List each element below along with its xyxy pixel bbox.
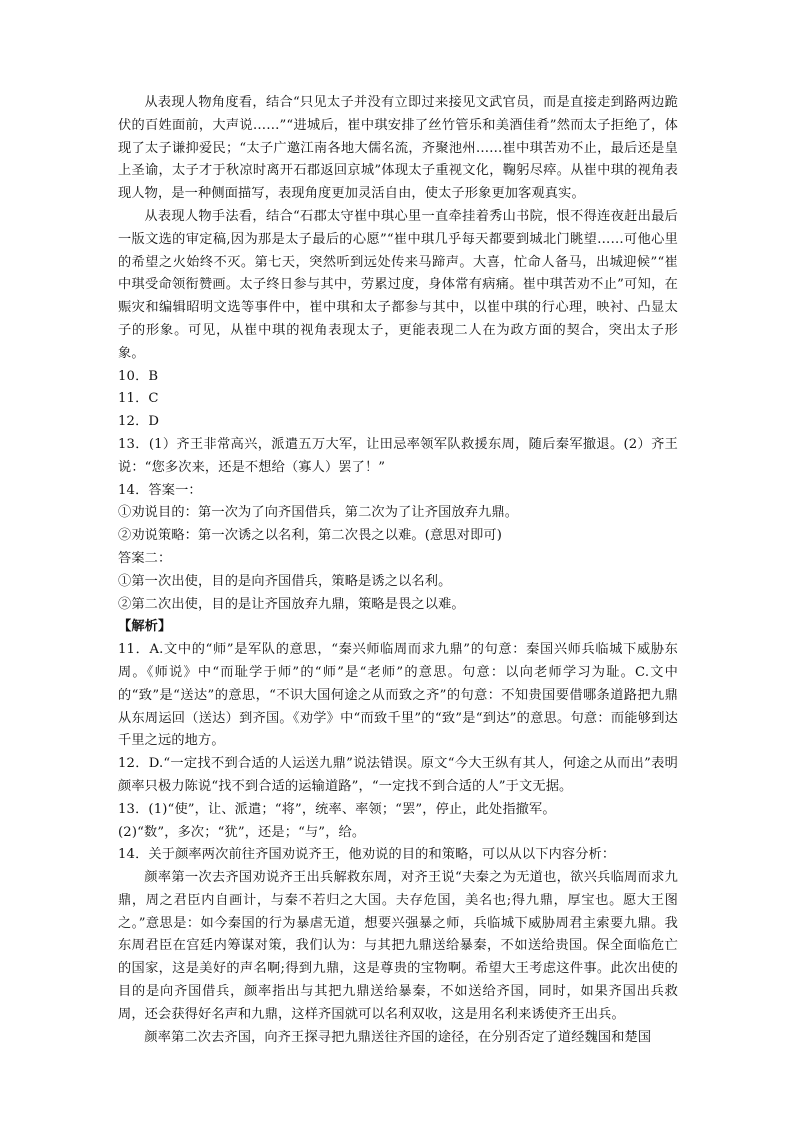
answer-12: 12．D xyxy=(118,414,160,430)
explanation-12: 12．D.“一定找不到合适的人运送九鼎”说法错误。原文“今大王纵有其人，何途之从而出”表明颜率只极力陈说“找不到合适的运输道路”，“一定找不到合适的人”于文无据。 xyxy=(118,756,678,794)
analysis-paragraph-perspective: 从表现人物角度看，结合“只见太子并没有立即过来接见文武官员，而是直接走到路两边跪伏的百姓面前，大声说……”“进城后，崔中琪安排了丝竹管乐和美酒佳肴”然而太子拒绝了，体现了太子谦抑爱民；“太子广邀江南各地大儒名流，齐聚池州……崔中琪苦劝不止，最后还是皇上圣谕，太子才于秋凉时离开石郡返回京城”体现太子重视文化，鞠躬尽瘁。从崔中琪的视角表现人物，是一种侧面描写，表现角度更加灵活自由，使太子形象更加客观真实。 xyxy=(118,95,678,202)
answer-10: 10．B xyxy=(118,368,159,384)
answer-14-option2-heading: 答案二： xyxy=(118,550,172,566)
answer-14-heading: 14．答案一： xyxy=(118,482,202,498)
explanation-11: 11．A.文中的“师”是军队的意思，“秦兴师临周而求九鼎”的句意：秦国兴师兵临城下威胁东周。《师说》中“而耻学于师”的“师”是“老师”的意思。句意：以向老师学习为耻。C.文中的“致”是“送达”的意思，“不识大国何途之从而致之齐”的句意：不知贵国要借哪条道路把九鼎从东周运回（送达）到齐国。《劝学》中“而致千里”的“致”是“到达”的意思。句意：而能够到达千里之远的地方。 xyxy=(118,642,678,749)
answer-14-option1-line2: ②劝说策略：第一次诱之以名利，第二次畏之以难。(意思对即可) xyxy=(118,528,503,544)
answer-11: 11．C xyxy=(118,391,159,407)
explanation-13-part1: 13．(1)“使”，让、派遣；“将”，统率、率领；“罢”，停止，此处指撤军。 xyxy=(118,801,556,817)
explanation-14-intro: 14．关于颜率两次前往齐国劝说齐王，他劝说的目的和策略，可以从以下内容分析： xyxy=(118,847,616,863)
analysis-paragraph-technique: 从表现人物手法看，结合“石郡太守崔中琪心里一直牵挂着秀山书院，恨不得连夜赶出最后一版文选的审定稿,因为那是太子最后的心愿”“崔中琪几乎每天都要到城北门眺望……可他心里的希望之火始终不灭。第七天，突然听到远处传来马蹄声。大喜，忙命人备马，出城迎候”“崔中琪受命领衔赞画。太子终日参与其中，劳累过度，身体常有病痛。崔中琪苦劝不止”可知，在赈灾和编辑昭明文选等事件中，崔中琪和太子都参与其中，以崔中琪的行心理，映衬、凸显太子的形象。可见，从崔中琪的视角表现太子，更能表现二人在为政方面的契合，突出太子形象。 xyxy=(118,208,678,361)
document-page xyxy=(118,92,678,1049)
explanation-13-part2: (2)“数”，多次；“犹”，还是；“与”，给。 xyxy=(118,824,366,840)
explanation-heading: 【解析】 xyxy=(118,619,172,635)
explanation-14-first-mission: 颜率第一次去齐国劝说齐王出兵解救东周，对齐王说“夫秦之为无道也，欲兴兵临周而求九鼎，周之君臣内自画计，与秦不若归之大国。夫存危国，美名也;得九鼎，厚宝也。愿大王图之。”意思是：如今秦国的行为暴虐无道，想要兴强暴之师，兵临城下威胁周君主索要九鼎。我东周君臣在宫廷内筹谋对策，我们认为：与其把九鼎送给暴秦，不如送给贵国。保全面临危亡的国家，这是美好的声名啊;得到九鼎，这是尊贵的宝物啊。希望大王考虑这件事。此次出使的目的是向齐国借兵，颜率指出与其把九鼎送给暴秦，不如送给齐国，同时，如果齐国出兵救周，还会获得好名声和九鼎，这样齐国就可以名利双收，这是用名利来诱使齐王出兵。 xyxy=(118,870,678,1022)
explanation-14-second-mission: 颜率第二次去齐国，向齐王探寻把九鼎送往齐国的途径，在分别否定了道经魏国和楚国 xyxy=(144,1029,652,1045)
answer-14-option2-line2: ②第二次出使，目的是让齐国放弃九鼎，策略是畏之以难。 xyxy=(118,596,465,612)
answer-13: 13．(1）齐王非常高兴，派遣五万大军，让田忌率领军队救援东周，随后秦军撤退。(2）齐王说：“您多次来，还是不想给（寡人）罢了！” xyxy=(118,436,678,475)
answer-14-option1-line1: ①劝说目的：第一次为了向齐国借兵，第二次为了让齐国放弃九鼎。 xyxy=(118,505,519,521)
answer-14-option2-line1: ①第一次出使，目的是向齐国借兵，策略是诱之以名利。 xyxy=(118,573,452,589)
